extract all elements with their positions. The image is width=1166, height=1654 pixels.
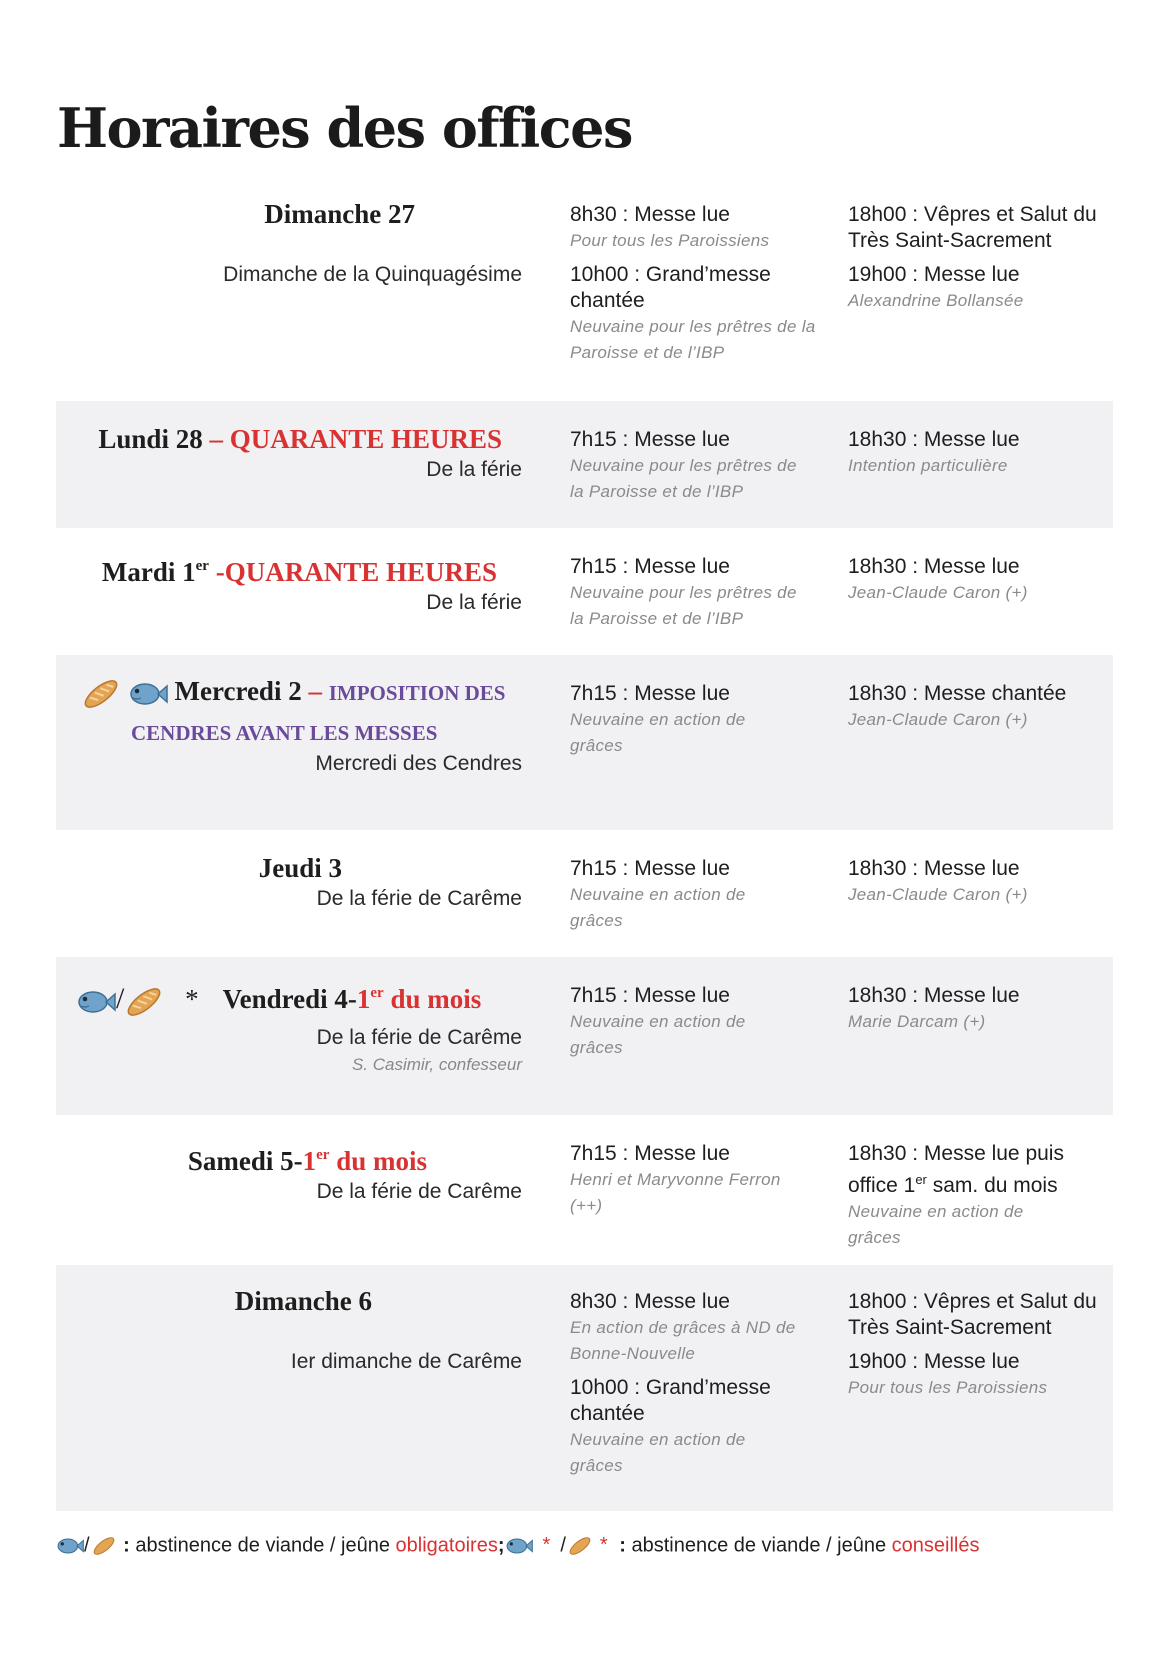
mass-time bbox=[848, 1141, 1078, 1199]
day-name: Dimanche 6 bbox=[234, 1286, 372, 1316]
day-sup: er bbox=[195, 558, 209, 574]
day-row-dimanche-27 bbox=[56, 190, 1113, 376]
mass-entry bbox=[570, 1289, 820, 1367]
advised-star: * bbox=[185, 984, 199, 1014]
mass-time-a: 18h30 : Messe lue puis office 1 bbox=[848, 1142, 1064, 1197]
mass-intention: En action de grâces à ND de Bonne-Nouvelle bbox=[570, 1318, 796, 1363]
mass-time: 10h00 : Grand’messe chantée bbox=[570, 1376, 771, 1425]
highlight-tail: du mois bbox=[383, 984, 482, 1014]
mass-intention: Neuvaine pour les prêtres de la Paroisse et de l’IBP bbox=[570, 456, 797, 501]
day-row-samedi-5 bbox=[56, 1115, 1113, 1265]
mass-entry bbox=[848, 681, 1113, 733]
legend-colon: : bbox=[613, 1534, 632, 1557]
legend-conseilles: conseillés bbox=[891, 1534, 980, 1557]
mass-intention: Neuvaine en action de grâces bbox=[848, 1202, 1024, 1247]
mass-time: 18h30 : Messe lue bbox=[848, 857, 1020, 880]
bread-icon bbox=[90, 1534, 118, 1558]
evening-masses bbox=[848, 1289, 1113, 1409]
mass-intention: Jean-Claude Caron (+) bbox=[848, 885, 1028, 904]
day-column bbox=[56, 198, 522, 290]
mass-time: 10h00 : Grand’messe chantée bbox=[570, 263, 771, 312]
day-label: Vendredi 4- bbox=[222, 984, 357, 1014]
legend-star: * bbox=[599, 1534, 608, 1557]
day-label: Samedi 5- bbox=[187, 1146, 303, 1176]
day-name bbox=[56, 550, 522, 588]
highlight-num: 1 bbox=[356, 984, 371, 1014]
morning-masses bbox=[570, 427, 820, 513]
marker-slash: / bbox=[116, 982, 125, 1015]
highlight-tail: du mois bbox=[329, 1146, 427, 1176]
evening-masses bbox=[848, 554, 1113, 614]
mass-entry bbox=[848, 1289, 1113, 1341]
bread-icon bbox=[81, 675, 121, 713]
legend-slash: / bbox=[84, 1534, 90, 1557]
mass-entry bbox=[570, 856, 820, 934]
day-subtitle: De la férie de Carême bbox=[316, 1180, 522, 1203]
mass-intention: Neuvaine en action de grâces bbox=[570, 710, 746, 755]
mass-entry bbox=[570, 1375, 820, 1479]
mass-intention: Pour tous les Paroissiens bbox=[570, 231, 770, 250]
legend-slash: / bbox=[560, 1534, 566, 1557]
bread-icon bbox=[124, 983, 164, 1021]
mass-entry bbox=[570, 427, 820, 505]
day-highlight: QUARANTE HEURES bbox=[224, 557, 497, 587]
morning-masses bbox=[570, 681, 820, 767]
day-subtitle: De la férie bbox=[426, 458, 522, 481]
mass-entry bbox=[570, 681, 820, 759]
mass-time: 7h15 : Messe lue bbox=[570, 555, 730, 578]
day-column bbox=[56, 1139, 522, 1207]
evening-masses bbox=[848, 983, 1113, 1043]
mass-intention: Marie Darcam (+) bbox=[848, 1012, 986, 1031]
day-row-vendredi-4 bbox=[56, 957, 1113, 1115]
mass-time: 7h15 : Messe lue bbox=[570, 984, 730, 1007]
mass-intention: Alexandrine Bollansée bbox=[848, 291, 1024, 310]
highlight-sup: er bbox=[316, 1147, 330, 1163]
day-column bbox=[56, 675, 522, 779]
day-name bbox=[56, 423, 522, 455]
page-title: Horaires des offices bbox=[57, 96, 632, 160]
day-subtitle: De la férie de Carême bbox=[316, 887, 522, 910]
day-column bbox=[56, 550, 522, 618]
mass-entry bbox=[848, 554, 1113, 606]
fish-icon bbox=[128, 679, 168, 709]
mass-time: 19h00 : Messe lue bbox=[848, 1350, 1020, 1373]
day-subtitle: Mercredi des Cendres bbox=[315, 752, 522, 775]
evening-masses bbox=[848, 202, 1113, 322]
highlight-sup: er bbox=[370, 985, 384, 1001]
mass-time: 7h15 : Messe lue bbox=[570, 428, 730, 451]
legend-star: * bbox=[542, 1534, 551, 1557]
day-column bbox=[56, 977, 522, 1077]
day-row-jeudi-3 bbox=[56, 830, 1113, 957]
day-row-lundi-28 bbox=[56, 401, 1113, 528]
legend-semicolon: ; bbox=[497, 1534, 505, 1557]
mass-intention: Jean-Claude Caron (+) bbox=[848, 710, 1028, 729]
fish-icon bbox=[56, 1535, 84, 1557]
day-note: S. Casimir, confesseur bbox=[351, 1054, 522, 1074]
mass-entry bbox=[848, 856, 1113, 908]
day-label: Mardi 1 bbox=[101, 557, 196, 587]
evening-masses bbox=[848, 681, 1113, 741]
legend-text-2: abstinence de viande / jeûne bbox=[631, 1534, 892, 1557]
mass-entry bbox=[570, 202, 820, 254]
mass-entry bbox=[570, 262, 820, 366]
day-label: Lundi 28 bbox=[98, 424, 203, 454]
mass-intention: Neuvaine en action de grâces bbox=[570, 885, 746, 930]
day-subtitle: De la férie bbox=[426, 591, 522, 614]
mass-entry bbox=[848, 427, 1113, 479]
bread-icon bbox=[566, 1534, 594, 1558]
mass-time: 18h30 : Messe lue bbox=[848, 984, 1020, 1007]
day-subtitle: Dimanche de la Quinquagésime bbox=[223, 263, 522, 286]
morning-masses bbox=[570, 856, 820, 942]
highlight-num: 1 bbox=[302, 1146, 317, 1176]
mass-intention: Intention particulière bbox=[848, 456, 1008, 475]
mass-time: 7h15 : Messe lue bbox=[570, 1142, 730, 1165]
mass-intention: Pour tous les Paroissiens bbox=[848, 1378, 1048, 1397]
mass-intention: Neuvaine pour les prêtres de la Paroisse et de l’IBP bbox=[570, 583, 797, 628]
mass-time-b: sam. du mois bbox=[926, 1174, 1058, 1197]
day-name bbox=[56, 1139, 522, 1177]
mass-intention: Jean-Claude Caron (+) bbox=[848, 583, 1028, 602]
mass-time-sup: er bbox=[915, 1172, 927, 1187]
mass-time: 8h30 : Messe lue bbox=[570, 203, 730, 226]
day-highlight-continued: CENDRES AVANT LES MESSES bbox=[131, 721, 438, 745]
day-separator: - bbox=[208, 557, 225, 587]
mass-time: 7h15 : Messe lue bbox=[570, 682, 730, 705]
morning-masses bbox=[570, 983, 820, 1069]
mass-entry bbox=[570, 1141, 820, 1219]
day-highlight: QUARANTE HEURES bbox=[229, 424, 502, 454]
mass-time: 7h15 : Messe lue bbox=[570, 857, 730, 880]
day-column bbox=[56, 852, 522, 914]
fish-icon bbox=[505, 1535, 533, 1557]
day-row-mercredi-2 bbox=[56, 655, 1113, 830]
day-highlight: IMPOSITION DES bbox=[328, 681, 506, 706]
day-highlight bbox=[357, 984, 481, 1014]
legend-colon: : bbox=[117, 1534, 136, 1557]
mass-time: 8h30 : Messe lue bbox=[570, 1290, 730, 1313]
day-separator: – bbox=[202, 424, 230, 454]
mass-entry bbox=[848, 1141, 1113, 1251]
mass-time: 19h00 : Messe lue bbox=[848, 263, 1020, 286]
mass-entry bbox=[570, 983, 820, 1061]
mass-time: 18h00 : Vêpres et Salut du Très Saint-Sacrement bbox=[848, 203, 1097, 252]
day-column bbox=[56, 1285, 522, 1377]
morning-masses bbox=[570, 1141, 820, 1227]
day-name bbox=[56, 675, 522, 713]
day-subtitle: De la férie de Carême bbox=[316, 1025, 522, 1049]
evening-masses bbox=[848, 427, 1113, 487]
day-name: Dimanche 27 bbox=[264, 199, 415, 229]
day-row-mardi-1 bbox=[56, 528, 1113, 655]
mass-intention: Neuvaine pour les prêtres de la Paroisse et de l’IBP bbox=[570, 317, 816, 362]
morning-masses bbox=[570, 1289, 820, 1487]
morning-masses bbox=[570, 202, 820, 374]
day-label: Mercredi 2 bbox=[174, 676, 302, 707]
mass-time: 18h30 : Messe chantée bbox=[848, 682, 1067, 705]
evening-masses bbox=[848, 856, 1113, 916]
mass-entry bbox=[848, 1349, 1113, 1401]
mass-time: 18h00 : Vêpres et Salut du Très Saint-Sacrement bbox=[848, 1290, 1097, 1339]
mass-intention: Henri et Maryvonne Ferron (++) bbox=[570, 1170, 781, 1215]
day-column bbox=[56, 423, 522, 485]
mass-intention: Neuvaine en action de grâces bbox=[570, 1430, 746, 1475]
mass-entry bbox=[848, 983, 1113, 1035]
day-row-dimanche-6 bbox=[56, 1265, 1113, 1511]
day-separator: – bbox=[301, 676, 329, 707]
mass-time: 18h30 : Messe lue bbox=[848, 428, 1020, 451]
mass-entry bbox=[848, 202, 1113, 254]
legend-obligatoires: obligatoires bbox=[395, 1534, 498, 1557]
mass-time: 18h30 : Messe lue bbox=[848, 555, 1020, 578]
day-highlight bbox=[303, 1146, 427, 1176]
mass-entry bbox=[570, 554, 820, 632]
evening-masses bbox=[848, 1141, 1113, 1259]
legend-text-1: abstinence de viande / jeûne bbox=[135, 1534, 396, 1557]
day-subtitle: Ier dimanche de Carême bbox=[290, 1350, 522, 1373]
day-name: Jeudi 3 bbox=[258, 853, 342, 883]
fish-icon bbox=[76, 987, 116, 1017]
day-name bbox=[56, 977, 522, 1021]
morning-masses bbox=[570, 554, 820, 640]
mass-intention: Neuvaine en action de grâces bbox=[570, 1012, 746, 1057]
mass-entry bbox=[848, 262, 1113, 314]
legend bbox=[56, 1534, 1116, 1558]
